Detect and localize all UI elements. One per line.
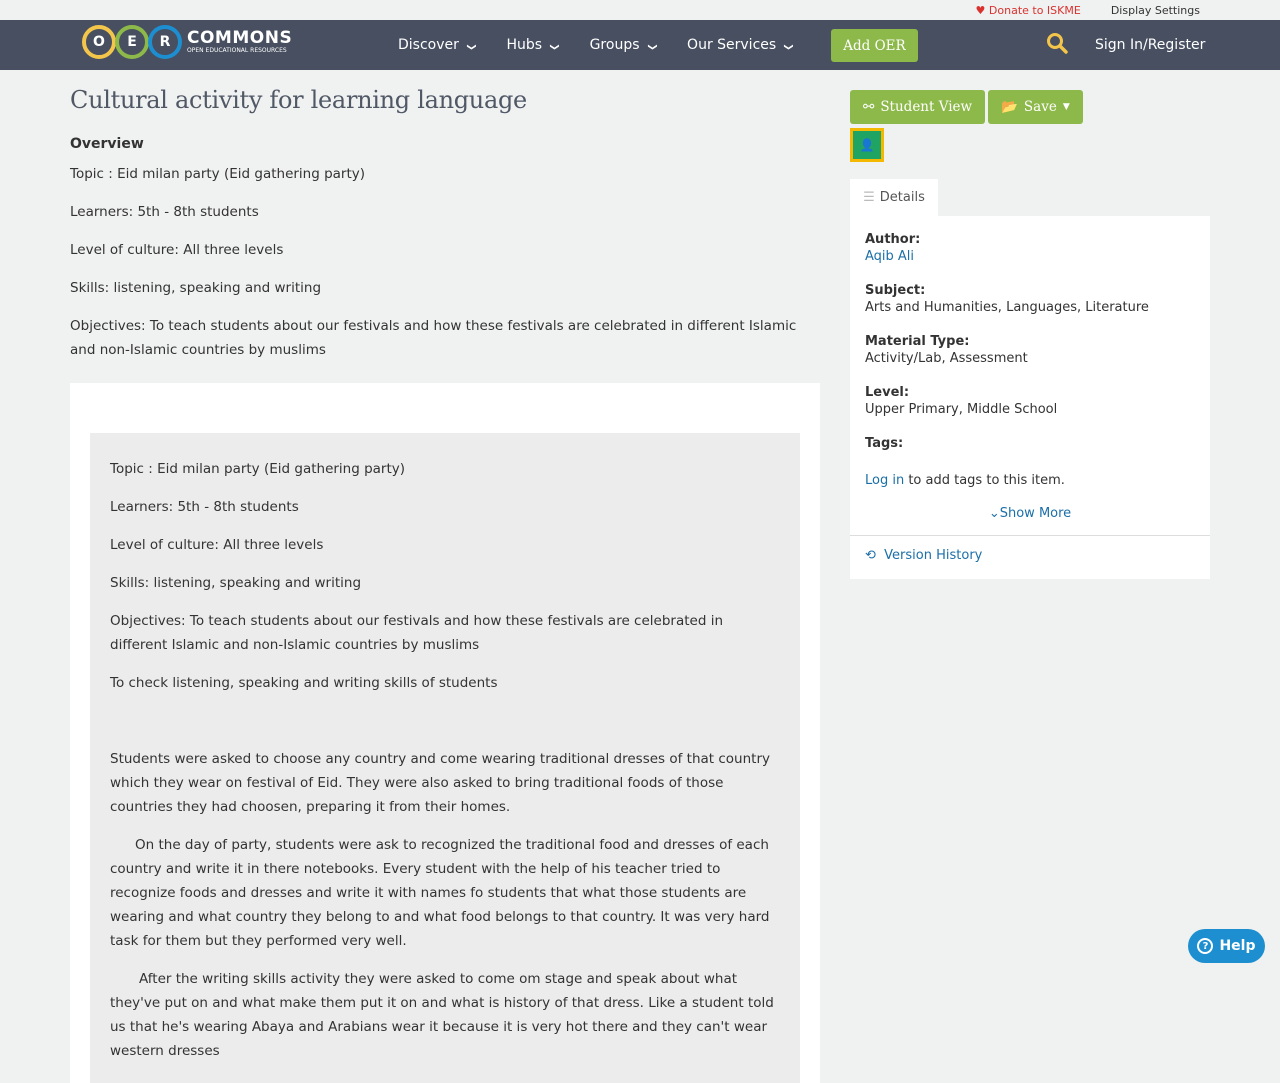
content-paragraph: On the day of party, students were ask to recognized the traditional food and dresses of each country and write it in there notebooks. Every student with the help of his teacher tried to recognize foods and dresses and write it with names fo students that what those students are wearing and what country they belong to and what food belongs to that country. It was very hard task for them but they performed very well.: [110, 837, 770, 949]
tab-details[interactable]: [850, 179, 938, 216]
chevron-down-icon: ⌄: [988, 506, 1000, 521]
nav-label: Our Services: [687, 37, 777, 53]
search-icon[interactable]: [1046, 32, 1068, 58]
overview-text: Topic : Eid milan party (Eid gathering party): [70, 166, 366, 182]
chevron-down-icon: ❯: [646, 43, 657, 51]
list-icon: ☰: [863, 190, 875, 205]
resource-main: [70, 70, 820, 1083]
content-box: [70, 383, 820, 1083]
logo-title: COMMONS: [187, 27, 293, 48]
sidebar: [850, 90, 1210, 579]
oer-commons-logo[interactable]: [82, 25, 292, 59]
heart-icon: ♥: [975, 3, 986, 17]
caret-down-icon: ▼: [1062, 102, 1070, 112]
logo-subtitle: OPEN EDUCATIONAL RESOURCES: [187, 46, 287, 54]
level-value: Upper Primary, Middle School: [865, 402, 1058, 417]
content-paragraph: Learners: 5th - 8th students: [110, 499, 299, 515]
nav-label: Discover: [398, 37, 459, 53]
subject-label: Subject:: [865, 283, 926, 298]
student-view-label: Student View: [880, 99, 973, 115]
details-panel: [850, 216, 1210, 579]
tags-text: to add tags to this item.: [904, 473, 1065, 488]
google-classroom-button[interactable]: [850, 128, 884, 162]
folder-open-icon: 📂: [1001, 99, 1018, 115]
nav-hubs[interactable]: [506, 37, 557, 53]
nav-label: Hubs: [506, 37, 543, 53]
show-more-link[interactable]: [989, 506, 1071, 521]
link-icon: ⚯: [863, 99, 875, 115]
display-settings-link[interactable]: Display Settings: [1110, 3, 1200, 17]
overview-text: Level of culture: All three levels: [70, 242, 284, 258]
subject-value: Arts and Humanities, Languages, Literature: [865, 300, 1149, 315]
version-history-label: Version History: [884, 548, 983, 563]
donate-label: Donate to ISKME: [988, 3, 1081, 17]
level-label: Level:: [865, 385, 910, 400]
content-paragraph: Level of culture: All three levels: [110, 537, 324, 553]
add-oer-button[interactable]: Add OER: [831, 29, 918, 62]
content-paragraph: Objectives: To teach students about our festivals and how these festivals are celebrated in different Islamic and non-Islamic countries by muslims: [110, 613, 723, 653]
content-paragraph: To check listening, speaking and writing skills of students: [110, 675, 498, 691]
question-icon: ?: [1197, 938, 1213, 954]
donate-link[interactable]: [976, 4, 1081, 17]
nav-label: Groups: [589, 37, 640, 53]
content-paragraph: Students were asked to choose any country and come wearing traditional dresses of that country which they wear on festival of Eid. They were also asked to bring traditional foods of those countries they had choosen, preparing it from their homes.: [110, 751, 771, 815]
logo-letter: R: [148, 25, 182, 59]
tags-label: Tags:: [865, 436, 904, 451]
sign-in-link[interactable]: Sign In/Register: [1095, 37, 1206, 53]
chevron-down-icon: ❯: [548, 43, 559, 51]
help-button[interactable]: [1188, 929, 1265, 963]
history-icon: ⟲: [865, 548, 876, 563]
chevron-down-icon: ❯: [465, 43, 476, 51]
classroom-icon: 👤: [859, 138, 875, 152]
chevron-down-icon: ❯: [782, 43, 793, 51]
overview-text: Skills: listening, speaking and writing: [70, 280, 322, 296]
student-view-button[interactable]: [850, 90, 985, 124]
logo-letter: E: [115, 25, 149, 59]
help-label: Help: [1219, 938, 1256, 954]
logo-letter: O: [82, 25, 116, 59]
overview-text: Objectives: To teach students about our festivals and how these festivals are celebrated in different Islamic and non-Islamic countries by muslims: [70, 318, 797, 358]
author-link[interactable]: Aqib Ali: [865, 249, 915, 264]
nav-discover[interactable]: [398, 37, 474, 53]
material-type-value: Activity/Lab, Assessment: [865, 351, 1028, 366]
content-paragraph: Skills: listening, speaking and writing: [110, 575, 362, 591]
overview-heading: Overview: [70, 136, 144, 152]
author-label: Author:: [865, 232, 921, 247]
show-more-label: Show More: [999, 506, 1072, 521]
tab-label: Details: [879, 190, 925, 205]
nav-our-services[interactable]: [687, 37, 792, 53]
version-history-link[interactable]: [850, 535, 1210, 579]
content-body: [90, 433, 800, 1083]
main-nav: [0, 20, 1280, 70]
content-paragraph: Topic : Eid milan party (Eid gathering party): [110, 461, 406, 477]
overview-text: Learners: 5th - 8th students: [70, 204, 259, 220]
page-title: Cultural activity for learning language: [70, 86, 527, 114]
login-link[interactable]: Log in: [865, 473, 905, 488]
nav-groups[interactable]: [590, 37, 655, 53]
save-button[interactable]: [988, 90, 1083, 124]
top-bar: [0, 0, 1280, 20]
material-type-label: Material Type:: [865, 334, 970, 349]
save-label: Save: [1023, 99, 1057, 115]
content-paragraph: After the writing skills activity they were asked to come om stage and speak about what they've put on and what make them put it on and what is history of that dress. Like a student told us that he's wearing Abaya and Arabians wear it because it is very hot there and they can't wear western dresses: [110, 971, 774, 1059]
